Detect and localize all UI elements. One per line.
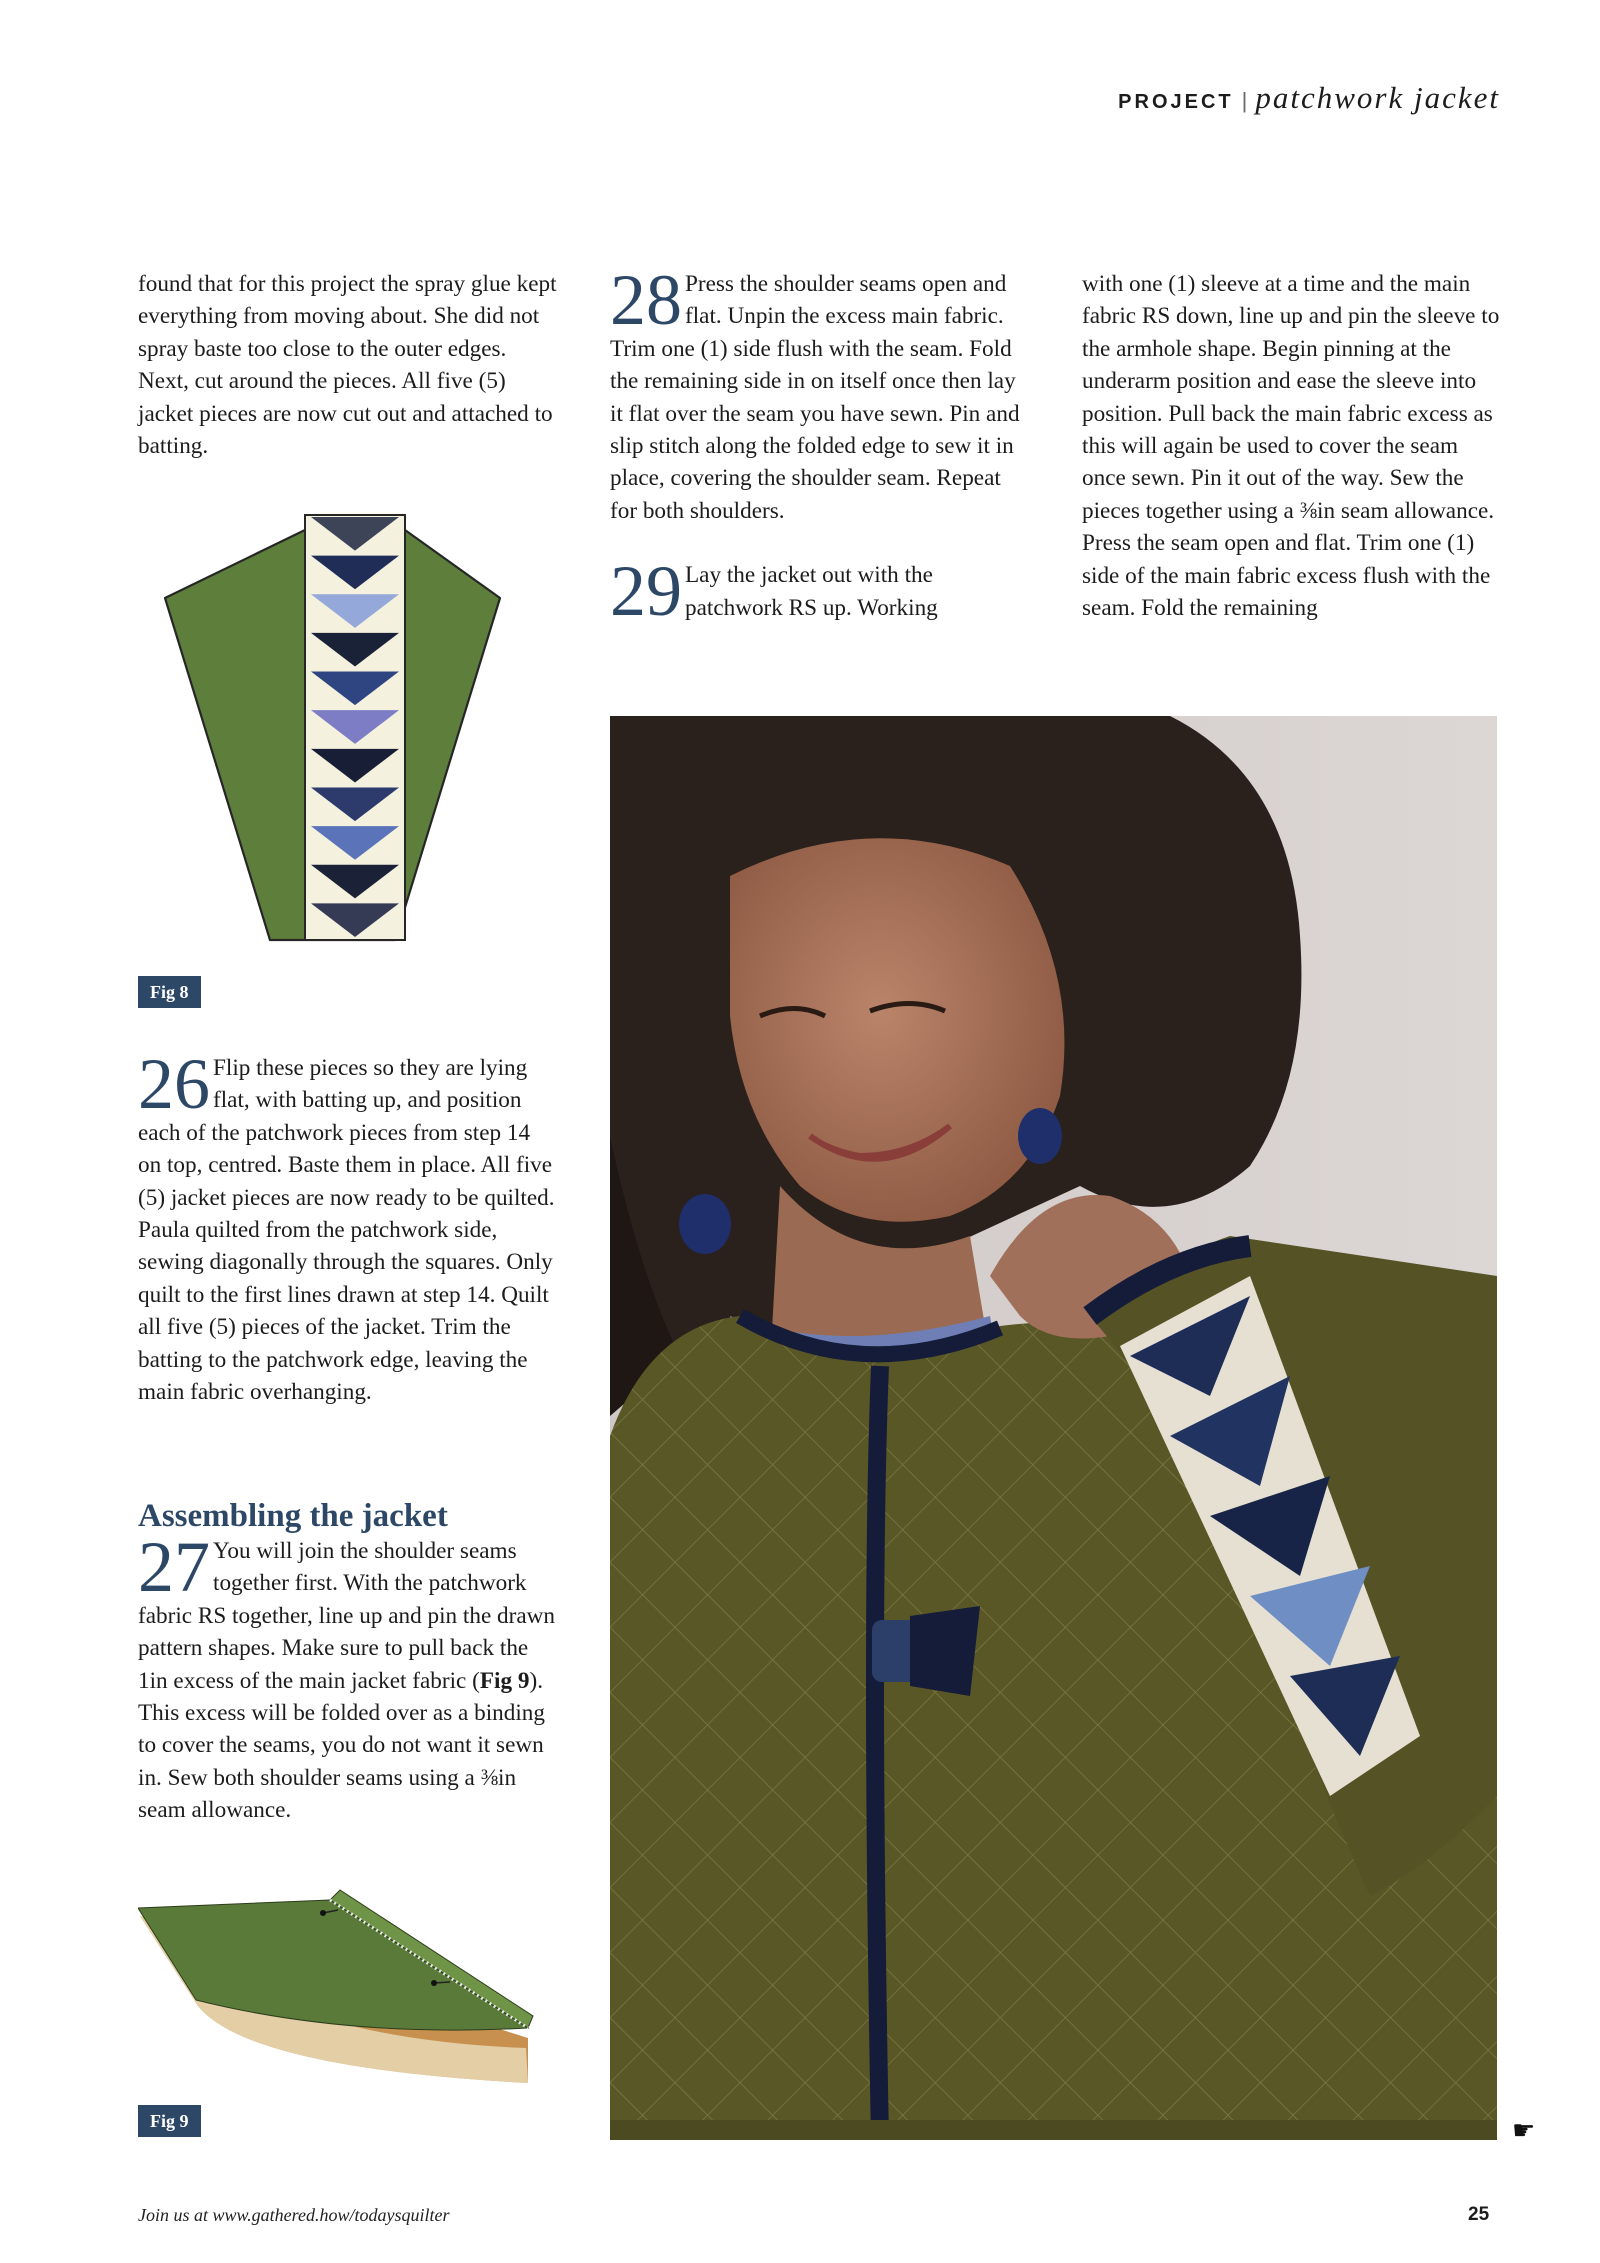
pointing-hand-icon: ☛ [1512, 2116, 1536, 2145]
step-29-number: 29 [610, 551, 682, 632]
step-28-number: 28 [610, 260, 682, 340]
fig9-label: Fig 9 [138, 2105, 201, 2137]
fig9-shoulder-seam-illustration [138, 1888, 538, 2093]
assembling-section [138, 1497, 558, 1827]
article-title: patchwork jacket [1255, 80, 1500, 115]
step-28-text: Press the shoulder seams open and flat. Unpin the excess main fabric. Trim one (1) side flush with the seam. Fold the remaining side in on itself once then lay it flat over the seam you have sewn. Pin and slip stitch along the folded edge to sew it in place, covering the shoulder seam. Repeat for both shoulders. [610, 271, 1020, 524]
model-wearing-patchwork-jacket-photo [610, 716, 1497, 2140]
step-27-text-part-b: ). This excess will be folded over as a binding to cover the seams, you do not want it sewn in. Sew both shoulder seams using a ⅜in seam allowance. [138, 1667, 545, 1824]
step-26-text: Flip these pieces so they are lying flat, with batting up, and position each of the patchwork pieces from step 14 on top, centred. Baste them in place. All five (5) jacket pieces are now ready to be quilted. Paula quilted from the patchwork side, sewing diagonally through the squares. Only quilt to the first lines drawn at step 14. Quilt all five (5) pieces of the jacket. Trim the batting to the patchwork edge, leaving the main fabric overhanging. [138, 1055, 555, 1406]
header-separator: | [1241, 88, 1248, 113]
step-28 [610, 260, 1030, 527]
step-26 [138, 1044, 558, 1408]
fig8-jacket-panel-illustration [150, 510, 550, 950]
intro-paragraph-block [138, 268, 558, 462]
section-heading: Assembling the jacket [138, 1498, 448, 1534]
column-3 [1082, 268, 1502, 624]
step-27-number: 27 [138, 1527, 210, 1607]
column-2 [610, 260, 1030, 632]
footer-url: Join us at www.gathered.how/todaysquilter [138, 2205, 450, 2225]
step-27 [138, 1527, 558, 1827]
step-29 [610, 551, 1030, 632]
column-3-text: with one (1) sleeve at a time and the main fabric RS down, line up and pin the sleeve to the armhole shape. Begin pinning at the underarm position and ease the sleeve into position. Pull back the main fabric excess as this will again be used to cover the seam once sewn. Pin it out of the way. Sew the pieces together using a ⅜in seam allowance. Press the seam open and flat. Trim one (1) side of the main fabric excess flush with the seam. Fold the remaining [1082, 271, 1500, 622]
section-label: PROJECT [1118, 91, 1234, 113]
fig9-reference: Fig 9 [479, 1667, 530, 1694]
intro-paragraph: found that for this project the spray glue kept everything from moving about. She did not spray baste too close to the outer edges. Next, cut around the pieces. All five (5) jacket pieces are now cut out and attached to batting. [138, 271, 557, 460]
step-27-text-part-a: You will join the shoulder seams together first. With the patchwork fabric RS together, line up and pin the drawn pattern shapes. Make sure to pull back the 1in excess of the main jacket fabric ( [138, 1538, 555, 1694]
step-26-number: 26 [138, 1044, 210, 1124]
page-number: 25 [1468, 2204, 1490, 2225]
fig8-label: Fig 8 [138, 976, 201, 1008]
page-header [1118, 80, 1500, 116]
step-29-text: Lay the jacket out with the patchwork RS up. Working [685, 562, 938, 621]
